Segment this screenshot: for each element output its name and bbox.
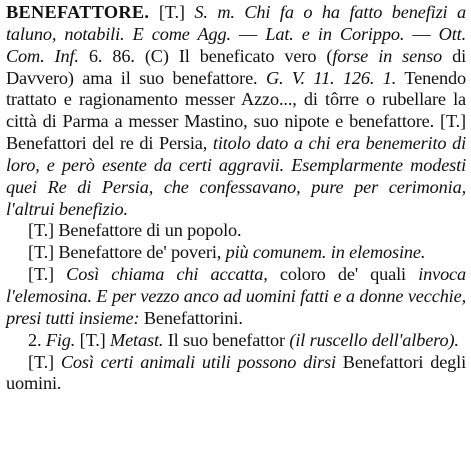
tag-t: [T.] (440, 111, 466, 132)
fig-label: Fig. (45, 329, 76, 350)
sense-number: 2. (28, 329, 42, 350)
quote: Benefattori del re di Persia, (6, 133, 208, 154)
e-come-agg: E come Agg. (132, 23, 231, 44)
tag-t: [T.] (28, 220, 54, 241)
source-citation: G. V. 11. 126. 1. (265, 67, 397, 88)
entry-main-paragraph (6, 2, 466, 220)
final-subentry (6, 352, 466, 396)
tag-t: [T.] (28, 264, 54, 285)
subentry-text: Benefattore de' poveri, (58, 242, 222, 263)
subentry (6, 242, 466, 264)
final-italic: Così certi animali utili possono dirsi (60, 351, 336, 372)
tag-t: [T.] (28, 351, 54, 372)
quote: Il beneficato vero (178, 45, 317, 66)
subentry-italic: invoca l'elemosina. E per vezzo anco ad uomini fatti e a donne vecchie, presi tutti insieme: (6, 264, 467, 328)
tag-t: [T.] (158, 2, 185, 22)
dash: — (404, 23, 439, 44)
source-reference: 6. 86. (88, 45, 135, 66)
gloss-davvero: Davvero) (6, 67, 74, 88)
metast-label: Metast. (110, 329, 164, 350)
quote-end: ama il suo benefattore. (82, 67, 258, 88)
corippo-label: e in Corippo. (301, 23, 405, 44)
sense-gloss: (il ruscello dell'albero). (289, 329, 459, 350)
gloss-open-paren: ( (326, 45, 333, 66)
tag-c: (C) (144, 45, 169, 66)
gloss: titolo dato a chi era benemerito di loro, e però esente da certi aggravii. Esemplarmente modesti quei Re di Persia, che confessavano, pure per cerimonia, l'altrui benefizio. (6, 133, 467, 219)
subentry-italic: più comunem. in elemosine. (225, 242, 426, 263)
subentry-text: coloro de' quali (279, 264, 406, 285)
subentry-text: Benefattore di un popolo. (58, 220, 242, 241)
lat-label: Lat. (265, 23, 294, 44)
grammar-label: S. m. (194, 2, 235, 22)
tag-t: [T.] (28, 242, 54, 263)
gloss-di: di (452, 45, 467, 66)
definition: Chi fa o ha fatto benefizi a taluno, notabili. (6, 2, 467, 44)
quote: Tenendo trattato e ragionamento messer Azzo..., di tôrre o rubellare la città di Parma a messer Mastino, suo nipote e benefattore. (6, 67, 466, 132)
subentry-text-end: Benefattorini. (143, 307, 243, 328)
dictionary-entry (6, 2, 466, 395)
subentry (6, 264, 466, 330)
subentry-italic-lead: Così chiama chi accatta, (66, 264, 268, 285)
sense-text: Il suo benefattor (167, 329, 285, 350)
final-text: Benefattori degli uomini. (6, 351, 467, 394)
sense-2 (6, 330, 466, 352)
subentry (6, 220, 466, 242)
dash: — (230, 23, 266, 44)
headword: BENEFATTORE. (6, 2, 150, 22)
source-citation: Ott. Com. Inf. (6, 23, 466, 66)
tag-t: [T.] (79, 329, 106, 350)
gloss: forse in senso (332, 45, 443, 66)
